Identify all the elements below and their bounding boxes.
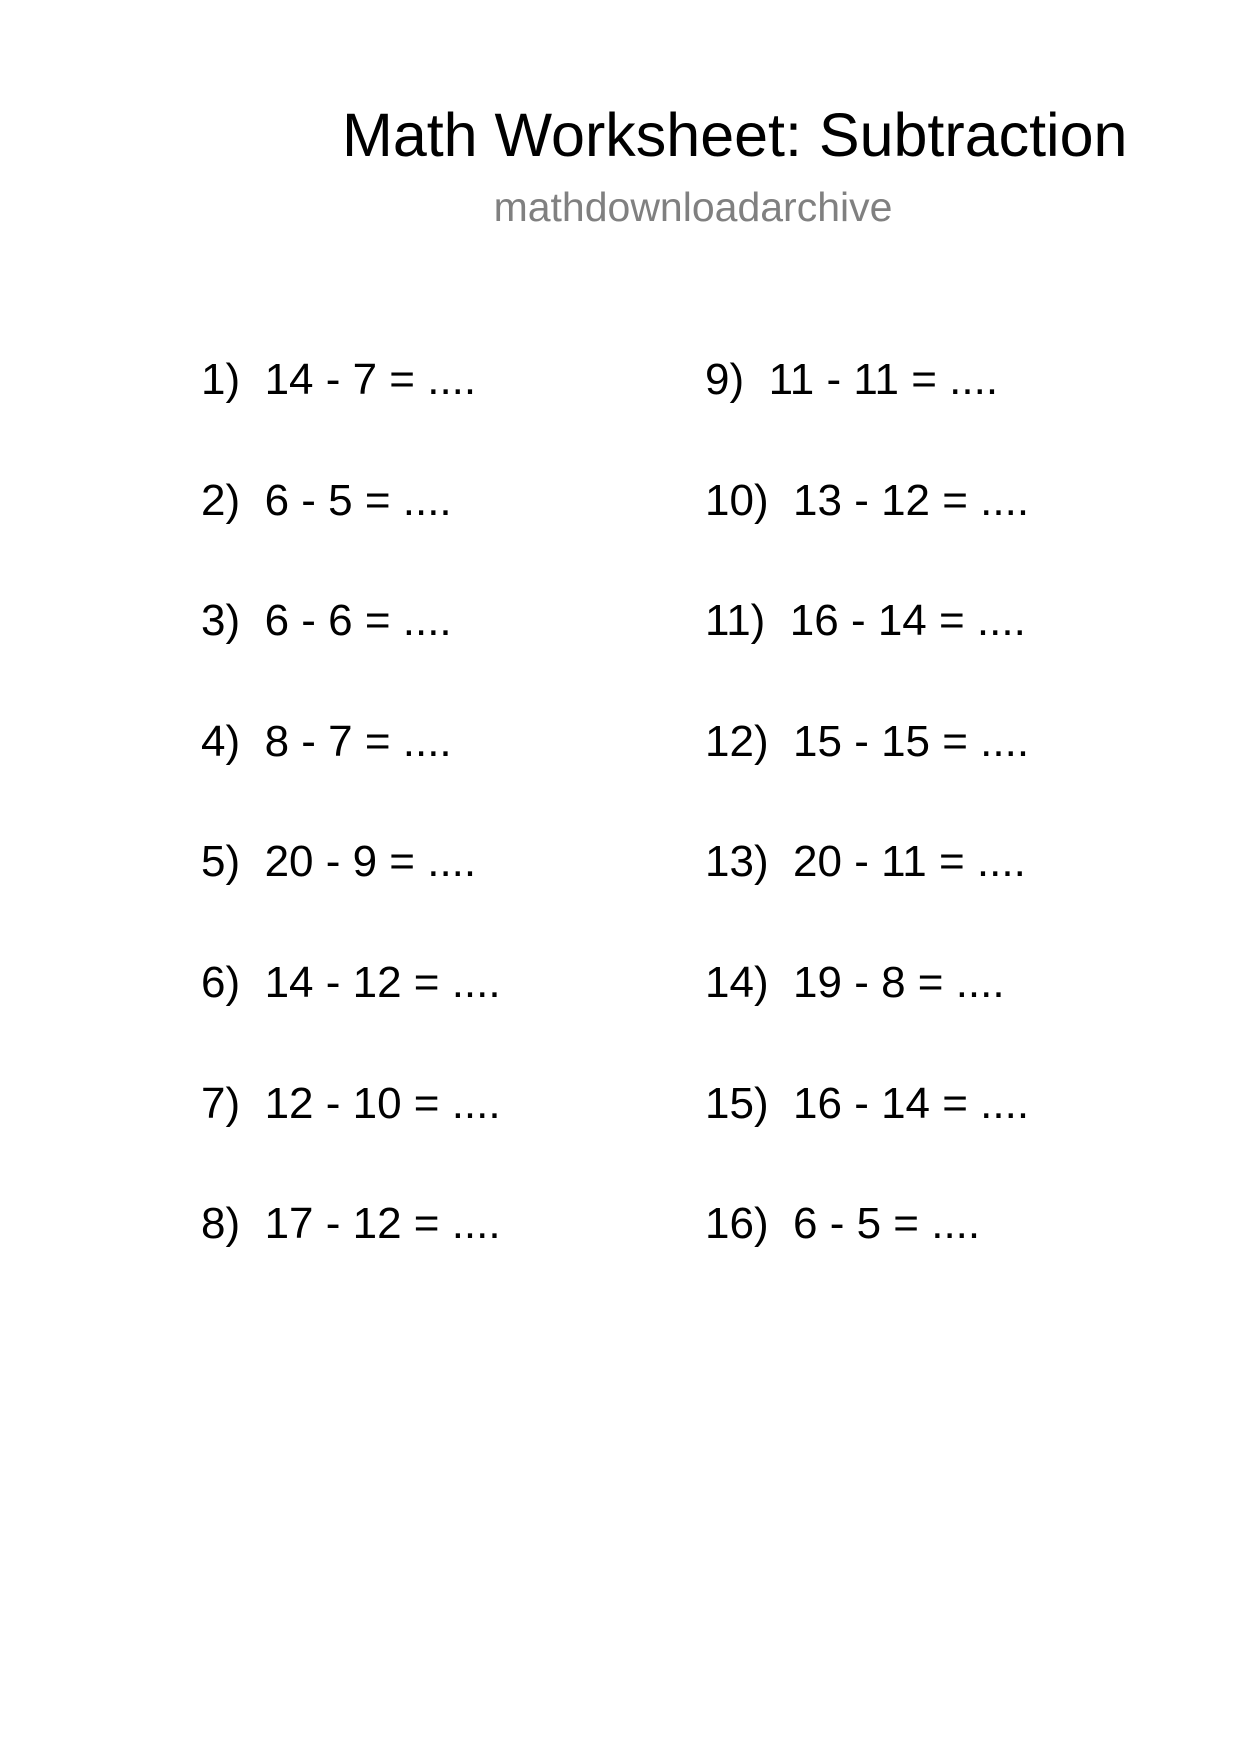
problem-item: 16) 6 - 5 = ....	[705, 1199, 981, 1249]
problem-item: 9) 11 - 11 = ....	[705, 355, 999, 404]
problem-item: 1) 14 - 7 = ....	[201, 355, 477, 404]
problem-item: 3) 6 - 6 = ....	[201, 596, 452, 646]
problems-right-column	[705, 352, 1029, 1317]
problem-item: 13) 20 - 11 = ....	[705, 837, 1026, 887]
worksheet-title: Math Worksheet: Subtraction	[342, 101, 1128, 169]
problem-item: 2) 6 - 5 = ....	[201, 475, 452, 525]
problem-item: 11) 16 - 14 = ....	[705, 596, 1026, 646]
problems-left-column	[201, 352, 501, 1317]
problem-item: 8) 17 - 12 = ....	[201, 1199, 501, 1249]
problem-item: 15) 16 - 14 = ....	[705, 1078, 1030, 1128]
problem-item: 14) 19 - 8 = ....	[705, 957, 1005, 1007]
problem-item: 12) 15 - 15 = ....	[705, 716, 1030, 766]
problem-item: 6) 14 - 12 = ....	[201, 957, 501, 1007]
problem-item: 7) 12 - 10 = ....	[201, 1078, 501, 1128]
worksheet-source: mathdownloadarchive	[493, 184, 893, 230]
problem-item: 5) 20 - 9 = ....	[201, 837, 477, 887]
problem-item: 4) 8 - 7 = ....	[201, 716, 452, 766]
problem-item: 10) 13 - 12 = ....	[705, 475, 1030, 525]
